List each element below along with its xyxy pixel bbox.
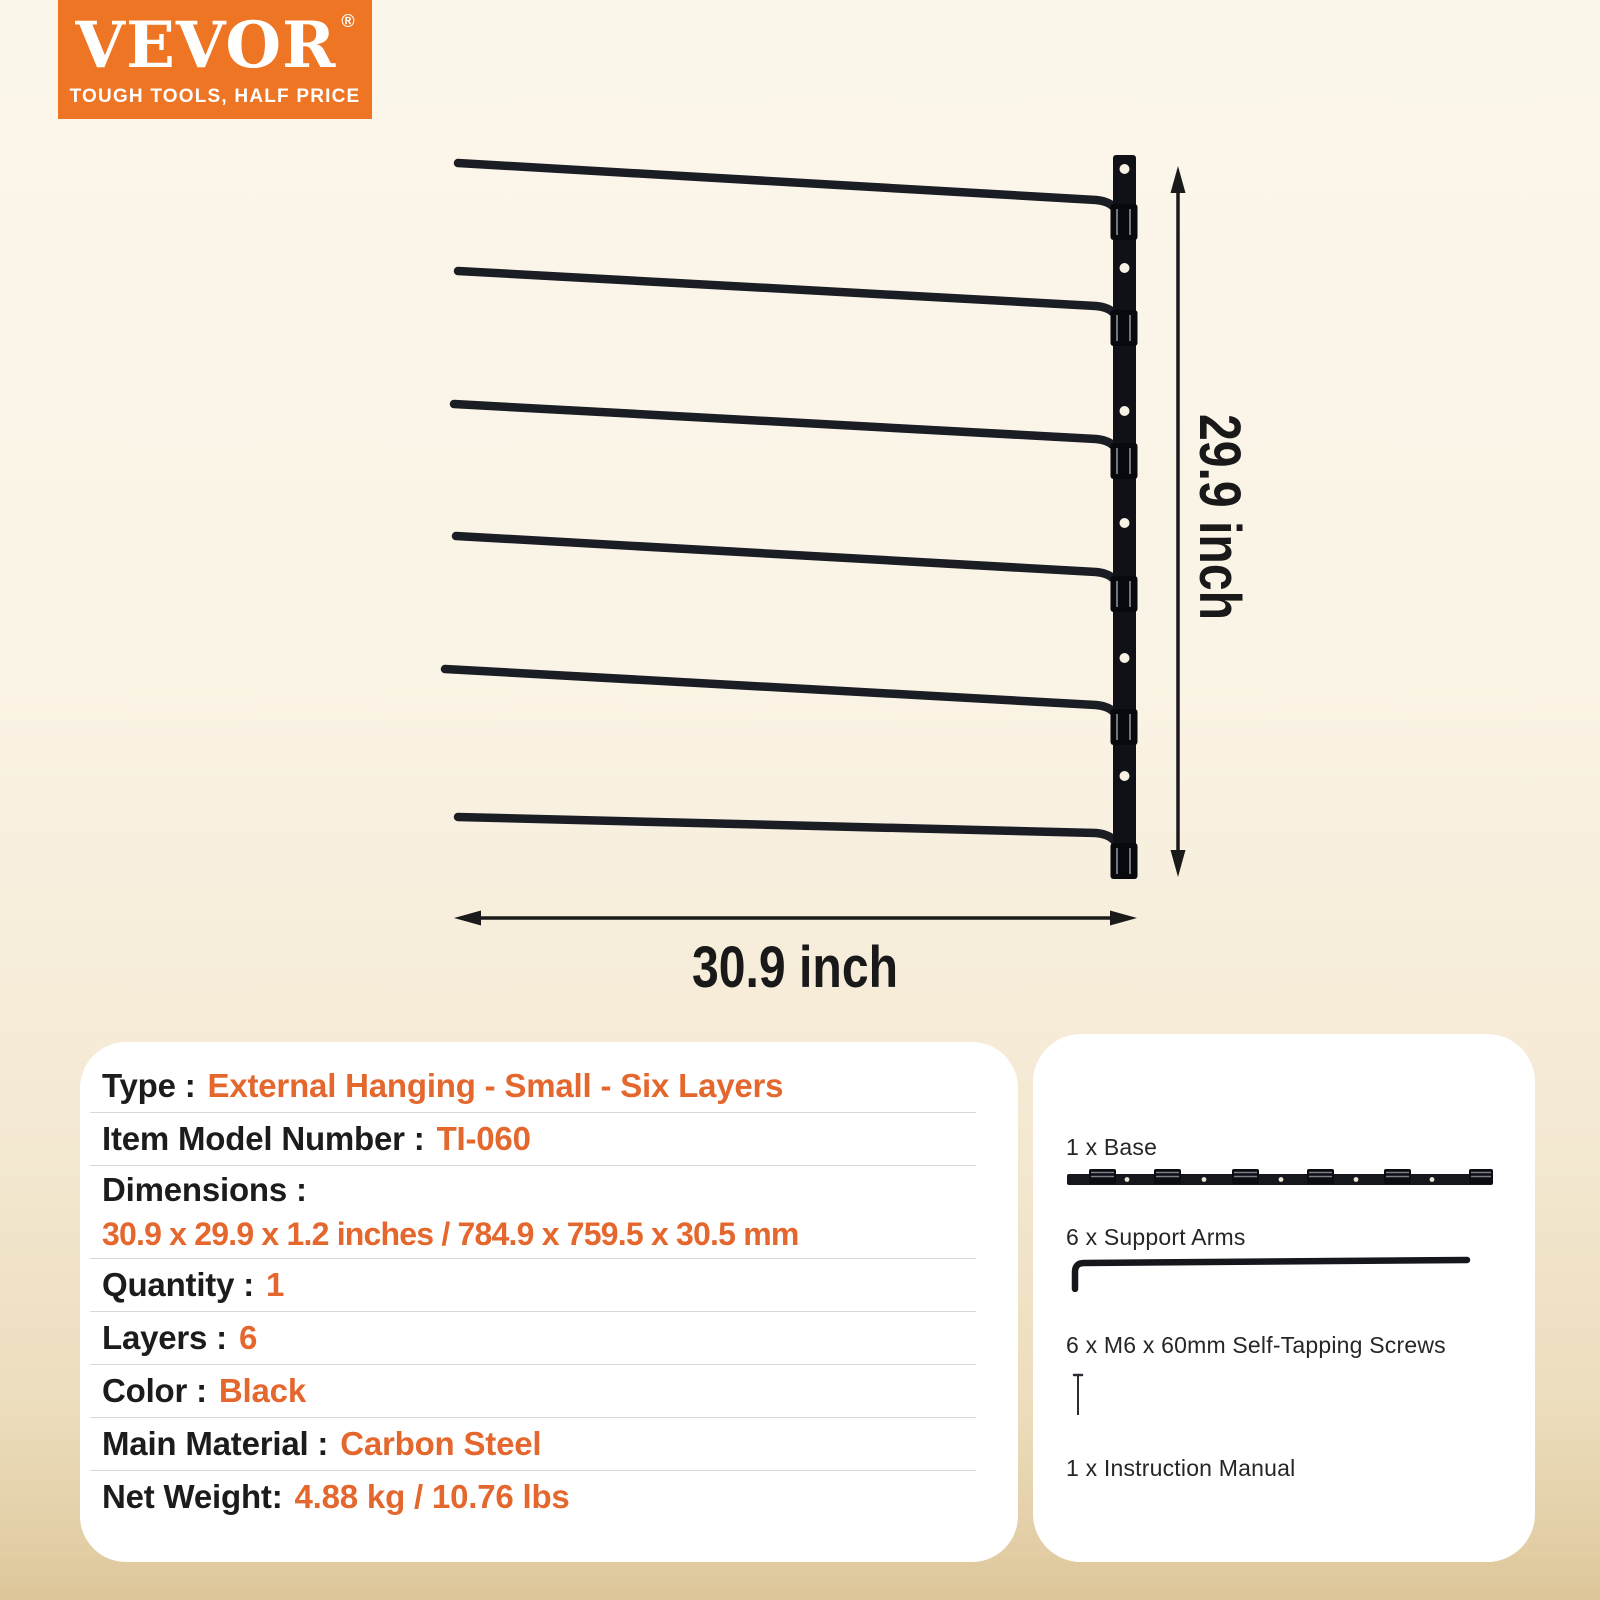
height-dimension-arrow (1171, 166, 1186, 877)
spec-row-net-weight (80, 1471, 1018, 1523)
width-dimension-arrow (454, 911, 1137, 926)
rack-arm-brackets (1111, 204, 1138, 879)
spec-label: Main Material : (102, 1425, 329, 1462)
spec-value: 30.9 x 29.9 x 1.2 inches / 784.9 x 759.5 x 30.5 mm (102, 1216, 799, 1252)
spec-label: Net Weight: (102, 1478, 283, 1515)
width-dimension-label: 30.9 inch (691, 935, 899, 1000)
spec-table-card (80, 1042, 1018, 1562)
spec-value: 4.88 kg / 10.76 lbs (294, 1478, 570, 1515)
spec-row-dimensions (80, 1166, 1018, 1258)
spec-row-main-material (80, 1418, 1018, 1470)
support-arm-illustration (1071, 1256, 1473, 1292)
spec-value: External Hanging - Small - Six Layers (207, 1067, 784, 1104)
brand-logo (58, 0, 372, 119)
spec-row-quantity (80, 1259, 1018, 1311)
screw-illustration (1071, 1372, 1085, 1418)
spec-row-type (80, 1060, 1018, 1112)
package-item-support-arms-label: 6 x Support Arms (1066, 1224, 1246, 1250)
spec-value: Black (218, 1372, 306, 1409)
spec-value: Carbon Steel (340, 1425, 542, 1462)
spec-row-model-number (80, 1113, 1018, 1165)
brand-wordmark: VEVOR (75, 7, 337, 83)
spec-value: TI-060 (436, 1120, 531, 1157)
spec-label: Dimensions : (102, 1171, 307, 1208)
brand-tagline: TOUGH TOOLS, HALF PRICE (69, 85, 361, 107)
spec-label: Color : (102, 1372, 207, 1409)
package-item-base-label: 1 x Base (1066, 1134, 1158, 1160)
rack-base-bar (1113, 155, 1136, 877)
base-bar-illustration (1067, 1166, 1493, 1192)
spec-label: Layers : (102, 1319, 227, 1356)
spec-row-color (80, 1365, 1018, 1417)
spec-label: Item Model Number : (102, 1120, 425, 1157)
brand-wordmark-row (75, 7, 355, 83)
spec-value: 6 (238, 1319, 258, 1356)
package-item-manual-label: 1 x Instruction Manual (1066, 1455, 1296, 1481)
height-dimension-label: 29.9 inch (1187, 413, 1252, 621)
spec-value: 1 (266, 1266, 285, 1303)
rack-mounting-holes (1120, 164, 1130, 781)
registered-trademark-icon: ® (341, 10, 355, 31)
spec-row-layers (80, 1312, 1018, 1364)
spec-label: Type : (102, 1067, 196, 1104)
package-item-screws-label: 6 x M6 x 60mm Self-Tapping Screws (1066, 1332, 1446, 1358)
rack-support-arms (445, 163, 1119, 872)
spec-label: Quantity : (102, 1266, 254, 1303)
package-contents-card (1033, 1034, 1535, 1562)
